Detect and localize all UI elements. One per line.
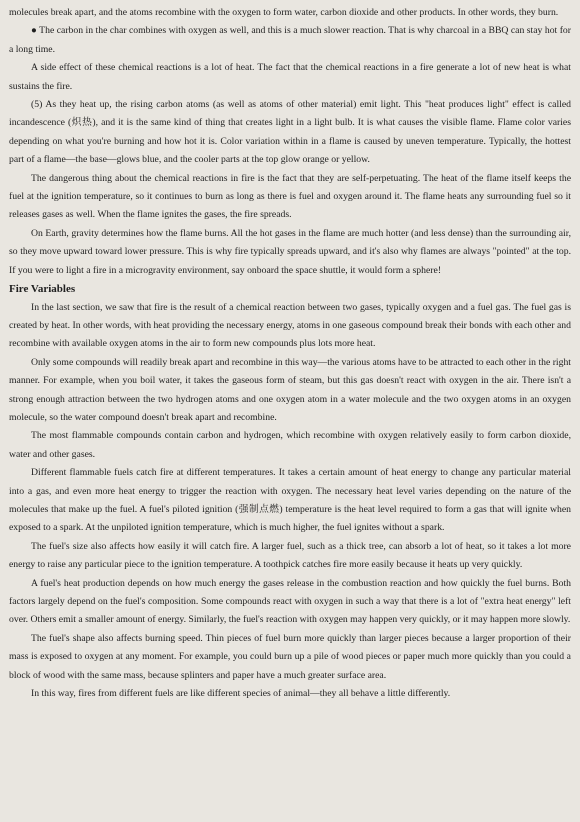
paragraph-char-carbon: ● The carbon in the char combines with oxygen as well, and this is a much slower reaction. That is why charcoal in a BBQ can stay hot for a long time. (9, 25, 571, 55)
paragraph-ignition-temperature: Different flammable fuels catch fire at different temperatures. It takes a certain amount of heat energy to change any particular material into a gas, and even more heat energy to trigger the reaction with oxygen. The necessary heat level varies depending on the nature of the molecules that make up the fuel. A fuel's piloted ignition (强制点燃) temperature is the heat level required to form a gas that will ignite when exposed to a spark. At the unpiloted ignition temperature, which is much higher, the fuel ignites without a spark. (9, 467, 571, 534)
paragraph-compounds: Only some compounds will readily break apart and recombine in this way—the various atoms have to be attracted to each other in the right manner. For example, when you boil water, it takes the gaseous form of steam, but this gas doesn't react with oxygen in the air. There isn't a strong enough attraction between the two hydrogen atoms and one oxygen atom in a water molecule and the two oxygen atoms in an oxygen molecule, so the water compound doesn't break apart and recombine. (9, 356, 571, 423)
paragraph-continuation: molecules break apart, and the atoms recombine with the oxygen to form water, carbon dioxide and other products. In other words, they burn. (9, 7, 559, 18)
paragraph-conclusion: In this way, fires from different fuels are like different species of animal—they all behave a little differently. (31, 688, 451, 700)
paragraph-heat-side-effect: A side effect of these chemical reactions is a lot of heat. The fact that the chemical reactions in a fire generate a lot of new heat is what sustains the fire. (9, 62, 571, 92)
paragraph-flammable: The most flammable compounds contain carbon and hydrogen, which recombine with oxygen relatively easily to form carbon dioxide, water and other gases. (9, 430, 571, 460)
paragraph-heat-production: A fuel's heat production depends on how much energy the gases release in the combustion reaction and how quickly the fuel burns. Both factors largely depend on the fuel's composition. Some compounds react with oxygen in such a way that there is a lot of "extra heat energy" left over. Others emit a smaller amount of energy. Similarly, the fuel's reaction with oxygen may happen very quickly, or it may happen more slowly. (9, 577, 571, 626)
paragraph-incandescence: (5) As they heat up, the rising carbon atoms (as well as atoms of other material) emit light. This "heat produces light" effect is called incandescence (炽热), and it is the same kind of thing that creates light in a light bulb. It is what causes the visible flame. Flame color varies depending on what you're burning and how hot it is. Color variation within in a flame is caused by uneven temperature. Typically, the hottest part of a flame—the base—glows blue, and the cooler parts at the top glow orange or yellow. (9, 99, 571, 166)
paragraph-chemical-reaction: In the last section, we saw that fire is the result of a chemical reaction between two gases, typically oxygen and a fuel gas. The fuel gas is created by heat. In other words, with heat providing the necessary energy, atoms in one gaseous compound break their bonds with each other and recombine with available oxygen atoms in the air to form new compounds plus lots more heat. (9, 301, 571, 350)
paragraph-gravity: On Earth, gravity determines how the flame burns. All the hot gases in the flame are much hotter (and less dense) than the surrounding air, so they move upward toward lower pressure. This is why fire typically spreads upward, and it's also why flames are always "pointed" at the top. If you were to light a fire in a microgravity environment, say onboard the space shuttle, it would form a sphere! (9, 227, 571, 276)
paragraph-fuel-shape: The fuel's shape also affects burning speed. Thin pieces of fuel burn more quickly than larger pieces because a larger proportion of their mass is exposed to oxygen at any moment. For example, you could burn up a pile of wood pieces or paper much more quickly than you could a block of wood with the same mass, because splinters and paper have a much greater surface area. (9, 632, 571, 681)
section-heading-fire-variables: Fire Variables (9, 283, 76, 296)
paragraph-self-perpetuating: The dangerous thing about the chemical reactions in fire is the fact that they are self-perpetuating. The heat of the flame itself keeps the fuel at the ignition temperature, so it continues to burn as long as there is fuel and oxygen around it. The flame heats any surrounding fuel so it releases gases as well. When the flame ignites the gases, the fire spreads. (9, 172, 571, 221)
paragraph-fuel-size: The fuel's size also affects how easily it will catch fire. A larger fuel, such as a thick tree, can absorb a lot of heat, so it takes a lot more energy to raise any particular piece to the ignition temperature. A toothpick catches fire more easily because it heats up very quickly. (9, 540, 571, 571)
